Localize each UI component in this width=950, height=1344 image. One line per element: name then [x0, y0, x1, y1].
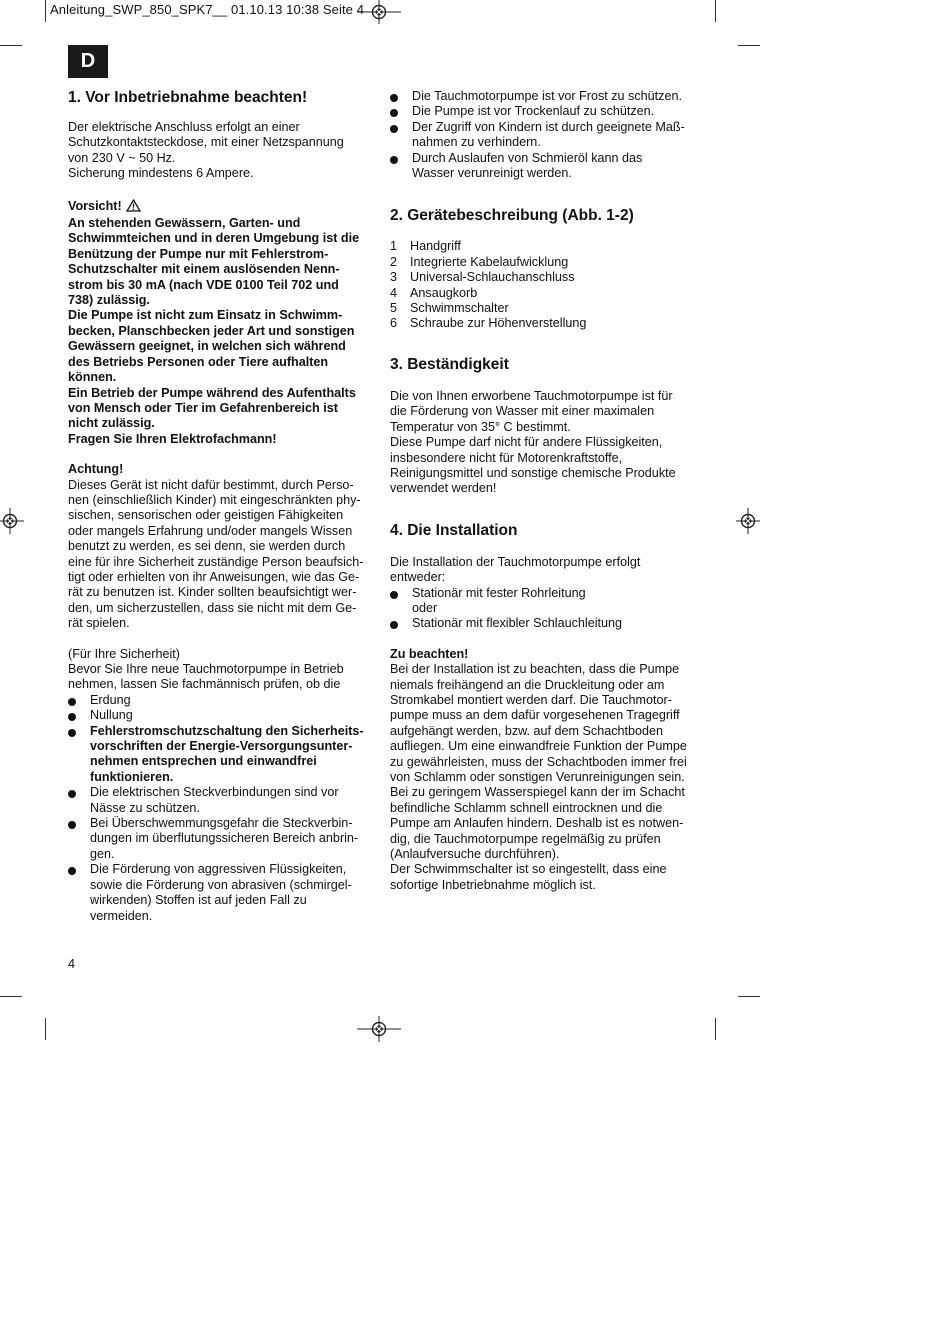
left-column — [68, 89, 368, 924]
registration-mark-icon — [736, 508, 760, 534]
warning-triangle-icon — [126, 199, 141, 216]
caution-label: Vorsicht! — [68, 198, 122, 213]
list-item: Der Zugriff von Kindern ist durch geeignete Maß- nahmen zu verhindern. — [390, 120, 695, 151]
list-item: 3 Universal-Schlauchanschluss — [390, 270, 575, 285]
crop-mark — [45, 1018, 46, 1040]
crop-mark — [738, 45, 760, 46]
list-item: Fehlerstromschutzschaltung den Sicherheits- vorschriften der Energie-Versorgungsunter- nehmen entsprechen und einwandfrei funktionieren. — [68, 724, 368, 786]
crop-mark — [0, 996, 22, 997]
list-item: Die Pumpe ist vor Trockenlauf zu schützen. — [390, 104, 695, 119]
page-number: 4 — [68, 957, 76, 971]
section-1-title: 1. Vor Inbetriebnahme beachten! — [68, 89, 308, 106]
list-item: Die Förderung von aggressiven Flüssigkeiten, sowie die Förderung von abrasiven (schmirgel- wirkenden) Stoffen ist auf jeden Fall zu vermeiden. — [68, 862, 368, 924]
intro-paragraph: Der elektrische Anschluss erfolgt an einer Schutzkontaktsteckdose, mit einer Netzspannung von 230 V ~ 50 Hz. Sicherung mindestens 6 Ampere. — [68, 120, 344, 181]
caution-block: Vorsicht! An stehenden Gewässern, Garten- und Schwimmteichen und in deren Umgebung ist die Benützung der Pumpe nur mit Fehlerstrom- Schutzschalter mit einem auslösenden Nenn- strom bis 30 mA (nach VDE 0100 Teil 702 und 738) zulässig. Die Pumpe ist nicht zum Einsatz in Schwimm- becken, Planschbecken jeder Art und sonstigen Gewässern geeignet, in welchen sich während des Betriebs Personen oder Tiere aufhalten können. Ein Betrieb der Pumpe während des Aufenthalts von Mensch oder Tier im Gefahrenbereich ist nicht zulässig. Fragen Sie Ihren Elektrofachmann! — [68, 198, 360, 446]
safety-paragraph: (Für Ihre Sicherheit) Bevor Sie Ihre neue Tauchmotorpumpe in Betrieb nehmen, lassen Sie fachmännisch prüfen, ob die — [68, 646, 344, 692]
parts-list — [390, 239, 695, 331]
crop-mark — [0, 45, 22, 46]
registration-mark-icon — [357, 0, 401, 24]
crop-mark — [715, 1018, 716, 1040]
section-2-title: 2. Gerätebeschreibung (Abb. 1-2) — [390, 207, 634, 225]
attention-label: Achtung! — [68, 462, 124, 477]
list-item: Bei Überschwemmungsgefahr die Steckverbin- dungen im überflutungssicheren Bereich anbrin- gen. — [68, 816, 368, 862]
precaution-list — [390, 89, 695, 181]
installation-note: Zu beachten! Bei der Installation ist zu beachten, dass die Pumpe niemals freihängend an die Druckleitung oder am Stromkabel montiert werden darf. Die Tauchmotor- pumpe muss an dem dafür vorgesehenen Tragegriff aufgehängt werden, bzw. auf dem Schachtboden aufliegen. Um eine einwandfreie Funktion der Pumpe zu gewährleisten, muss der Schachtboden immer frei von Schlamm oder sonstigen Verunreinigungen sein. Bei zu geringem Wasserspiegel kann der im Schacht befindliche Schlamm schnell eintrocknen und die Pumpe am Anlaufen hindern. Deshalb ist es notwen- dig, die Tauchmotorpumpe regelmäßig zu prüfen (Anlaufversuche durchführen). Der Schwimmschalter ist so eingestellt, dass eine sofortige Inbetriebnahme möglich ist. — [390, 646, 687, 892]
crop-mark — [715, 0, 716, 22]
right-column — [390, 89, 695, 893]
registration-mark-icon — [357, 1016, 401, 1042]
note-label: Zu beachten! — [390, 646, 469, 661]
list-item: Die elektrischen Steckverbindungen sind vor Nässe zu schützen. — [68, 785, 368, 816]
list-item: Stationär mit flexibler Schlauchleitung — [390, 616, 695, 631]
list-item: 4 Ansaugkorb — [390, 285, 478, 300]
installation-intro: Die Installation der Tauchmotorpumpe erfolgt entweder: — [390, 554, 641, 585]
list-item: Die Tauchmotorpumpe ist vor Frost zu schützen. — [390, 89, 695, 104]
crop-mark — [45, 0, 46, 22]
list-item: 5 Schwimmschalter — [390, 301, 509, 316]
list-item: 6 Schraube zur Höhenverstellung — [390, 316, 587, 331]
list-item: 2 Integrierte Kabelaufwicklung — [390, 254, 569, 269]
list-item: 1 Handgriff — [390, 239, 461, 254]
safety-checklist — [68, 693, 368, 924]
section-3-title: 3. Beständigkeit — [390, 355, 509, 373]
installation-options — [390, 586, 695, 632]
list-item: Nullung — [68, 708, 368, 723]
crop-mark — [738, 996, 760, 997]
list-item: Durch Auslaufen von Schmieröl kann das Wasser verunreinigt werden. — [390, 151, 695, 182]
list-item: Stationär mit fester Rohrleitung oder — [390, 586, 695, 617]
list-item: Erdung — [68, 693, 368, 708]
registration-mark-icon — [0, 508, 24, 534]
print-slug: Anleitung_SWP_850_SPK7__ 01.10.13 10:38 Seite 4 — [50, 2, 365, 17]
section-4-title: 4. Die Installation — [390, 521, 518, 539]
durability-paragraph: Die von Ihnen erworbene Tauchmotorpumpe ist für die Förderung von Wasser mit einer maximalen Temperatur von 35° C bestimmt. Diese Pumpe darf nicht für andere Flüssigkeiten, insbesondere nicht für Motorenkraftstoffe, Reinigungsmittel und sonstige chemische Produkte verwendet werden! — [390, 388, 676, 496]
language-badge: D — [68, 45, 108, 78]
attention-block: Achtung! Dieses Gerät ist nicht dafür bestimmt, durch Perso- nen (einschließlich Kinder) mit eingeschränkten phy- sischen, sensorischen oder geistigen Fähigkeiten oder mangels Erfahrung und/oder mangels Wissen benutzt zu werden, es sei denn, sie werden durch eine für ihre Sicherheit zuständige Person beaufsich- tigt oder erhielten von ihr Anweisungen, wie das Ge- rät zu benutzen ist. Kinder sollten beaufsichtigt wer- den, um sicherzustellen, dass sie nicht mit dem Ge- rät spielen. — [68, 462, 364, 631]
